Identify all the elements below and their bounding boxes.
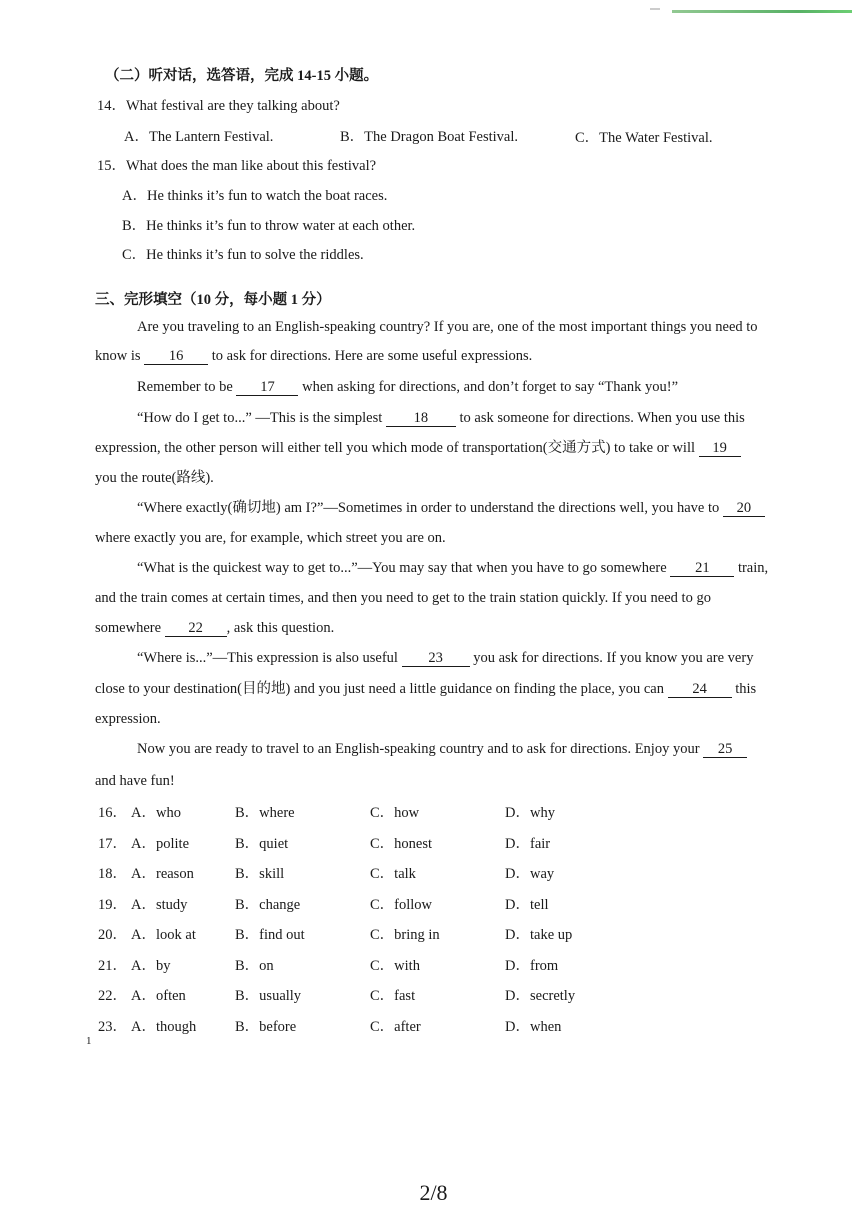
q14-option-a: A．The Lantern Festival. [124, 129, 274, 145]
option-text: bring in [394, 927, 440, 943]
choice-option-c[interactable] [370, 832, 432, 853]
passage-line: Now you are ready to travel to an English-speaking country and to ask for directions. Enjoy your 25 [137, 739, 747, 759]
choice-option-d[interactable] [505, 801, 555, 822]
option-letter: C． [370, 866, 395, 882]
option-letter: D． [505, 958, 530, 974]
question-text: What festival are they talking about? [126, 98, 340, 114]
choice-option-d[interactable] [505, 923, 572, 944]
option-text: with [394, 958, 420, 974]
option-letter: C． [370, 927, 395, 943]
choice-option-a[interactable] [131, 923, 196, 944]
choice-option-b[interactable] [235, 893, 300, 914]
scan-artifact-line [672, 10, 852, 13]
option-letter: A． [131, 1019, 156, 1035]
option-letter: A． [131, 897, 156, 913]
choice-option-a[interactable] [131, 893, 187, 914]
choice-number: 16． [98, 805, 127, 821]
q15-option-c: C．He thinks it’s fun to solve the riddles. [122, 247, 364, 263]
option-letter: B． [235, 836, 260, 852]
option-text: reason [155, 866, 194, 882]
option-text: find out [259, 927, 305, 943]
margin-mark: 1 [86, 1035, 92, 1047]
blank-22[interactable]: 22 [165, 620, 227, 637]
option-letter: A． [131, 805, 156, 821]
question-text: What does the man like about this festival? [126, 158, 377, 174]
option-text: often [155, 988, 186, 1004]
passage-line: and the train comes at certain times, and then you need to get to the train station quickly. If you need to go [95, 590, 711, 606]
choice-option-a[interactable] [131, 1015, 196, 1036]
option-text: from [529, 958, 559, 974]
blank-24[interactable]: 24 [668, 681, 732, 698]
option-text: fast [394, 988, 416, 1004]
option-letter: B． [235, 988, 260, 1004]
passage-line: “What is the quickest way to get to...”—You may say that when you have to go somewhere 21 train, [137, 560, 769, 576]
page-number: 2/8 [419, 1180, 448, 1205]
option-letter: C． [370, 805, 395, 821]
passage-line: close to your destination(目的地) and you just need a little guidance on finding the place, you can 24 this [95, 681, 757, 697]
choice-number: 18． [98, 866, 127, 882]
option-letter: C． [370, 897, 395, 913]
option-letter: D． [505, 988, 530, 1004]
option-text: by [155, 958, 171, 974]
choice-option-d[interactable] [505, 832, 550, 853]
passage-line: expression, the other person will either tell you which mode of transportation(交通方式) to take or will 19 [95, 438, 741, 458]
q14-option-c: C．The Water Festival. [575, 130, 713, 146]
scan-artifact [650, 8, 660, 10]
choice-option-a[interactable] [131, 862, 194, 883]
choice-option-c[interactable] [370, 862, 416, 883]
choice-option-b[interactable] [235, 801, 295, 822]
choice-option-c[interactable] [370, 923, 440, 944]
q14-option-b: B．The Dragon Boat Festival. [340, 129, 519, 145]
blank-20[interactable]: 20 [723, 500, 765, 517]
option-letter: B． [235, 958, 260, 974]
choice-number: 19． [98, 897, 127, 913]
option-letter: B． [235, 927, 260, 943]
choice-number: 21． [98, 958, 127, 974]
choice-option-b[interactable] [235, 954, 274, 975]
option-letter: B． [235, 805, 260, 821]
passage-line: Remember to be 17 when asking for directions, and don’t forget to say “Thank you!” [137, 379, 679, 395]
choice-number: 23． [98, 1019, 127, 1035]
q15-option-b: B．He thinks it’s fun to throw water at each other. [122, 218, 416, 234]
choice-option-b[interactable] [235, 923, 305, 944]
choice-option-a[interactable] [131, 801, 181, 822]
option-letter: D． [505, 866, 530, 882]
option-text: fair [529, 836, 551, 852]
choice-option-c[interactable] [370, 801, 419, 822]
option-letter: B． [235, 866, 260, 882]
option-letter: A． [131, 927, 156, 943]
option-text: skill [259, 866, 285, 882]
choice-option-c[interactable] [370, 984, 415, 1005]
passage-line: “Where is...”—This expression is also useful 23 you ask for directions. If you know you are very [137, 650, 754, 666]
option-letter: D． [505, 805, 530, 821]
option-text: tell [529, 897, 549, 913]
passage-line: know is 16 to ask for directions. Here are some useful expressions. [95, 348, 533, 364]
choice-option-c[interactable] [370, 954, 420, 975]
blank-23[interactable]: 23 [402, 650, 470, 667]
option-text: where [259, 805, 295, 821]
option-text: after [394, 1019, 421, 1035]
question-number: 15． [97, 158, 126, 174]
choice-option-c[interactable] [370, 1015, 421, 1036]
option-text: look at [155, 927, 196, 943]
option-letter: A． [131, 836, 156, 852]
option-letter: B． [235, 897, 260, 913]
choice-option-b[interactable] [235, 984, 301, 1005]
option-text: before [259, 1019, 297, 1035]
passage-line: “Where exactly(确切地) am I?”—Sometimes in order to understand the directions well, you have to 20 [137, 498, 765, 518]
choice-option-d[interactable] [505, 893, 549, 914]
choice-option-d[interactable] [505, 862, 554, 883]
choice-option-d[interactable] [505, 954, 558, 975]
passage-line: Are you traveling to an English-speaking country? If you are, one of the most important things you need to [137, 319, 758, 335]
option-text: follow [394, 897, 433, 913]
choice-option-b[interactable] [235, 1015, 296, 1036]
option-text: change [259, 897, 301, 913]
choice-number: 17． [98, 836, 127, 852]
choice-number: 22． [98, 988, 127, 1004]
option-letter: C． [370, 958, 395, 974]
blank-17[interactable]: 17 [236, 379, 298, 396]
passage-line: you the route(路线). [95, 470, 214, 486]
choice-option-b[interactable] [235, 862, 284, 883]
option-text: talk [394, 866, 416, 882]
option-letter: A． [131, 866, 156, 882]
choice-option-c[interactable] [370, 893, 432, 914]
choice-option-a[interactable] [131, 984, 186, 1005]
blank-19[interactable]: 19 [699, 440, 741, 457]
option-letter: D． [505, 836, 530, 852]
option-text: honest [394, 836, 433, 852]
option-text: way [529, 866, 555, 882]
option-letter: C． [370, 836, 395, 852]
option-text: when [529, 1019, 562, 1035]
choice-option-b[interactable] [235, 832, 288, 853]
choice-option-d[interactable] [505, 1015, 561, 1036]
option-text: on [259, 958, 274, 974]
option-text: secretly [529, 988, 576, 1004]
passage-line: where exactly you are, for example, which street you are on. [95, 530, 446, 546]
choice-option-d[interactable] [505, 984, 575, 1005]
option-text: why [529, 805, 555, 821]
option-text: though [155, 1019, 197, 1035]
question-number: 14． [97, 98, 126, 114]
section-heading: （二）听对话，选答语，完成 14-15 小题。 [105, 68, 379, 84]
option-letter: C． [370, 1019, 395, 1035]
option-letter: D． [505, 897, 530, 913]
option-letter: A． [131, 958, 156, 974]
choice-number: 20． [98, 927, 127, 943]
option-letter: A． [131, 988, 156, 1004]
option-text: who [155, 805, 181, 821]
option-text: study [155, 897, 188, 913]
option-text: polite [155, 836, 190, 852]
section-heading: 三、完形填空（10 分，每小题 1 分） [95, 292, 331, 308]
question-15 [97, 156, 376, 176]
passage-line: “How do I get to...” —This is the simplest 18 to ask someone for directions. When you use this [137, 410, 745, 426]
question-14 [97, 96, 340, 116]
passage-line: expression. [95, 711, 161, 727]
blank-16[interactable]: 16 [144, 348, 208, 365]
passage-line: and have fun! [95, 773, 175, 789]
choice-option-a[interactable] [131, 954, 170, 975]
q15-option-a: A．He thinks it’s fun to watch the boat races. [122, 188, 388, 204]
option-text: quiet [259, 836, 289, 852]
option-letter: D． [505, 1019, 530, 1035]
option-text: usually [259, 988, 302, 1004]
option-text: how [394, 805, 420, 821]
blank-25[interactable]: 25 [703, 741, 747, 758]
passage-line: somewhere 22 , ask this question. [95, 620, 335, 636]
option-letter: D． [505, 927, 530, 943]
option-text: take up [529, 927, 573, 943]
option-letter: B． [235, 1019, 260, 1035]
blank-21[interactable]: 21 [670, 560, 734, 577]
blank-18[interactable]: 18 [386, 410, 456, 427]
option-letter: C． [370, 988, 395, 1004]
choice-option-a[interactable] [131, 832, 189, 853]
